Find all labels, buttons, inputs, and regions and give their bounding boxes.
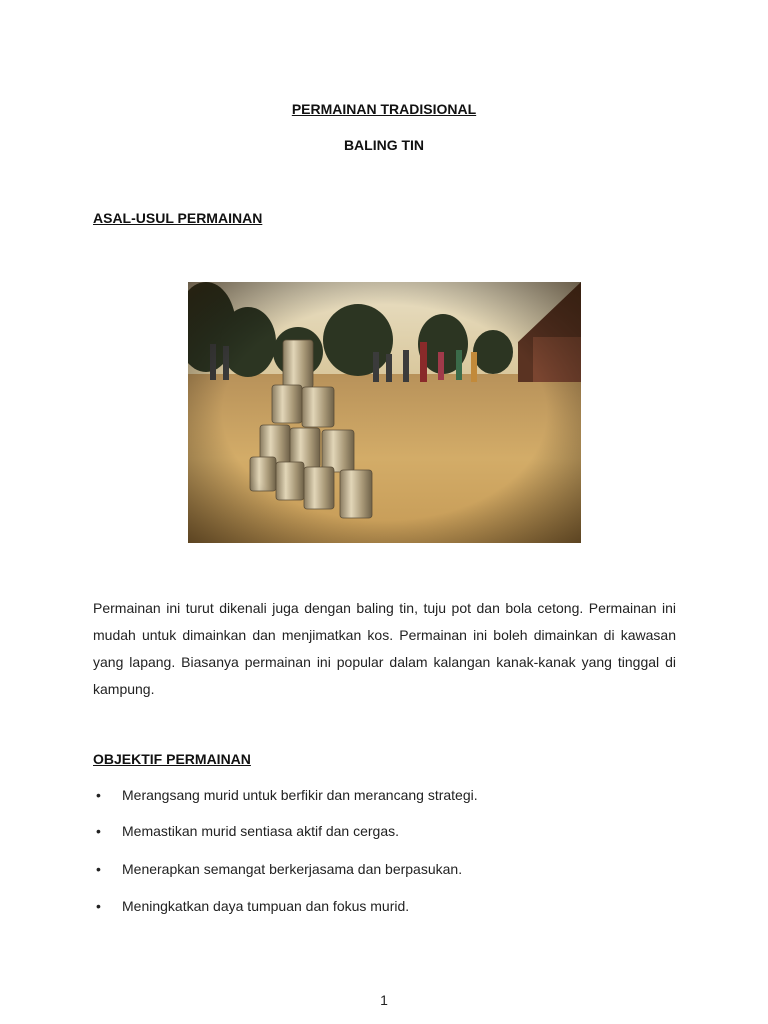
section-heading-origin: ASAL-USUL PERMAINAN [93, 210, 263, 226]
photo-stacked-tin-cans [188, 282, 581, 543]
bullet-icon: • [96, 823, 101, 839]
bullet-icon: • [96, 787, 101, 803]
objective-item [96, 898, 409, 914]
objective-item [96, 787, 478, 803]
page-number: 1 [380, 992, 388, 1008]
section-heading-objectives: OBJEKTIF PERMAINAN [93, 751, 251, 767]
bullet-icon: • [96, 898, 101, 914]
objective-text: Merangsang murid untuk berfikir dan merancang strategi. [122, 787, 478, 803]
document-subtitle: BALING TIN [343, 137, 425, 153]
objective-text: Menerapkan semangat berkerjasama dan berpasukan. [122, 861, 463, 877]
objective-text: Memastikan murid sentiasa aktif dan cergas. [122, 823, 400, 839]
origin-paragraph: Permainan ini turut dikenali juga dengan baling tin, tuju pot dan bola cetong. Permainan ini mudah untuk dimainkan dan menjimatkan kos. Permainan ini boleh dimainkan di kawasan yang lapang. Biasanya permainan ini popular dalam kalangan kanak-kanak yang tinggal di kampung. [93, 600, 676, 697]
objective-item [96, 823, 399, 839]
objective-text: Meningkatkan daya tumpuan dan fokus murid. [122, 898, 410, 914]
document-title: PERMAINAN TRADISIONAL [291, 101, 477, 117]
bullet-icon: • [96, 861, 101, 877]
objective-item [96, 861, 462, 877]
